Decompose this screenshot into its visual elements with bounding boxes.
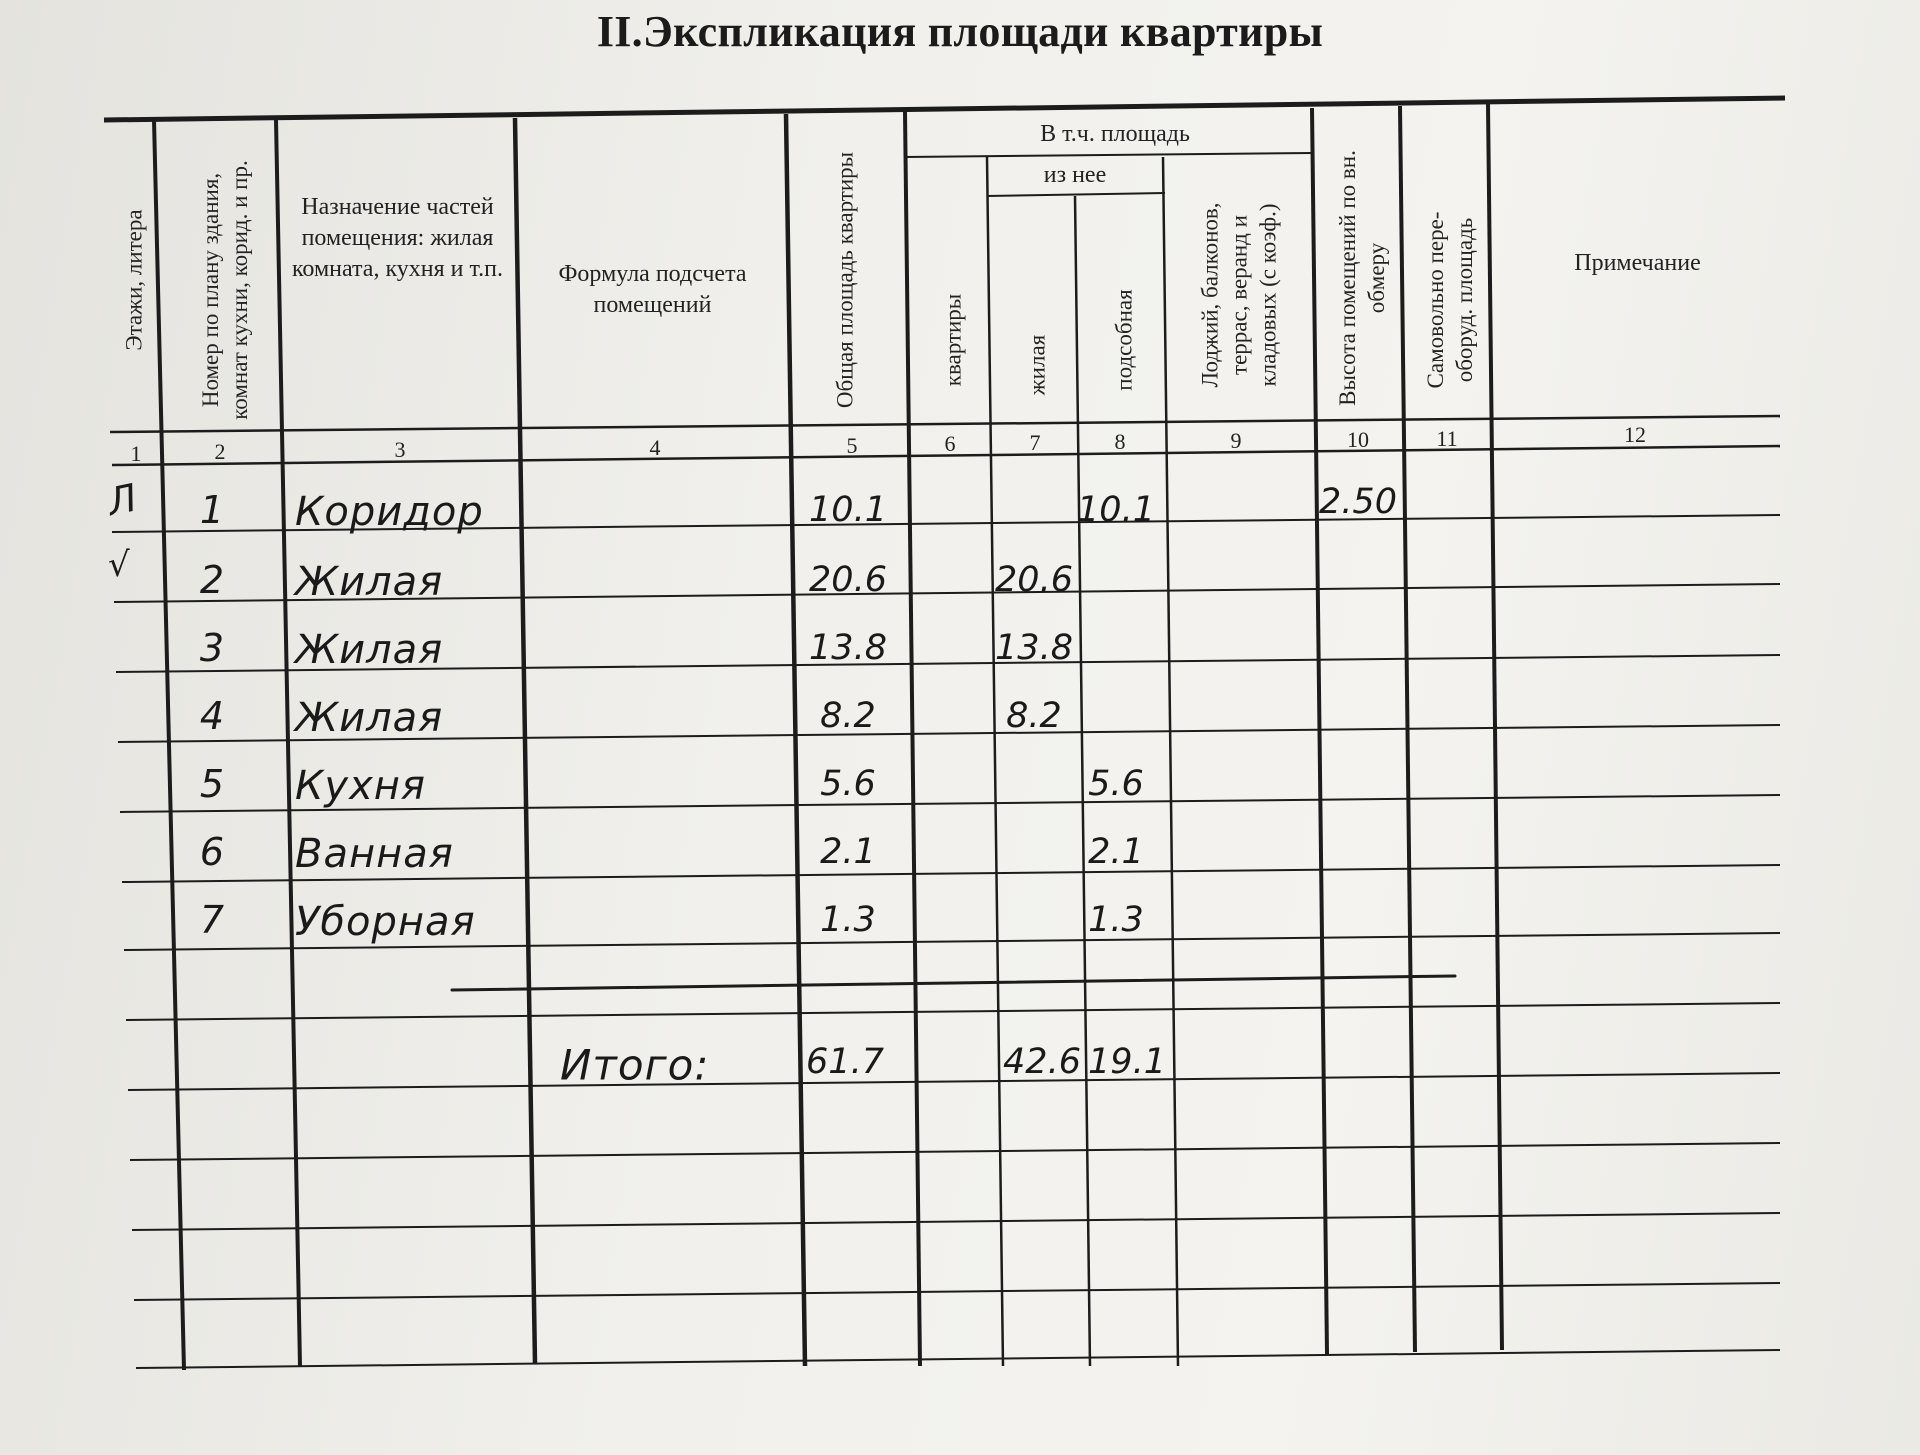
room-number: 4	[199, 694, 225, 738]
header-reequipped: Самовольно пере-оборуд. площадь	[1423, 211, 1477, 389]
check-mark: √	[108, 545, 130, 585]
room-total-area: 1.3	[820, 900, 876, 940]
room-number: 5	[199, 762, 225, 806]
room-number: 1	[199, 488, 225, 532]
header-subgroup: из нее	[1043, 162, 1107, 188]
column-number: 2	[214, 439, 226, 464]
room-number: 7	[199, 898, 225, 942]
totals-living-area: 42.6	[1003, 1042, 1081, 1082]
column-number: 10	[1347, 427, 1369, 452]
header-height: Высота помещений по вн. обмеру	[1335, 150, 1389, 406]
header-purpose: Назначение частей помещения: жилая комната, кухня и т.п.	[291, 194, 504, 282]
column-number: 8	[1114, 429, 1126, 454]
room-total-area: 20.6	[809, 560, 887, 600]
header-floors: Этажи, литера	[121, 209, 147, 351]
room-total-area: 2.1	[820, 832, 876, 872]
column-number: 6	[944, 431, 956, 456]
column-number: 3	[394, 437, 406, 462]
column-number: 5	[846, 433, 858, 458]
room-number: 6	[199, 830, 225, 874]
room-name: Жилая	[295, 695, 444, 741]
header-apartment: квартиры	[940, 293, 966, 387]
room-number: 3	[199, 626, 225, 670]
room-name: Кухня	[295, 763, 426, 809]
column-number: 12	[1624, 422, 1646, 447]
totals-aux-area: 19.1	[1088, 1042, 1166, 1082]
room-aux-area: 10.1	[1077, 490, 1155, 530]
room-name: Жилая	[295, 627, 444, 673]
column-number: 9	[1230, 428, 1242, 453]
header-living: жилая	[1024, 334, 1050, 396]
floor-mark: Л	[103, 475, 141, 525]
header-total-area: Общая площадь квартиры	[832, 151, 858, 409]
header-plan-number	[196, 140, 254, 440]
header-loggias: Лоджий, балконов, террас, веранд и кладовых (с коэф.)	[1197, 202, 1281, 388]
totals-total-area: 61.7	[806, 1042, 884, 1082]
header-formula: Формула подсчета помещений	[558, 261, 747, 318]
room-living-area: 20.6	[995, 560, 1073, 600]
room-name: Коридор	[295, 489, 484, 535]
room-name: Уборная	[295, 899, 476, 945]
column-number: 4	[649, 435, 661, 460]
column-number: 1	[130, 441, 142, 466]
header-auxiliary: подсобная	[1111, 289, 1137, 391]
header-plan-number-text: Номер по плану здания, комнат кухни, корид. и пр.	[198, 160, 252, 420]
room-total-area: 10.1	[809, 490, 887, 530]
room-total-area: 13.8	[809, 628, 887, 668]
room-living-area: 13.8	[995, 628, 1073, 668]
room-number: 2	[199, 558, 225, 602]
page-title: II.Экспликация площади квартиры	[596, 7, 1324, 56]
totals-label: Итого:	[560, 1040, 710, 1090]
header-group-area: В т.ч. площадь	[1040, 121, 1190, 147]
column-number: 11	[1436, 426, 1458, 451]
room-aux-area: 2.1	[1088, 832, 1144, 872]
room-name: Ванная	[295, 831, 454, 877]
room-total-area: 5.6	[820, 764, 876, 804]
room-living-area: 8.2	[1006, 696, 1062, 736]
room-aux-area: 1.3	[1088, 900, 1144, 940]
room-total-area: 8.2	[820, 696, 876, 736]
room-height: 2.50	[1319, 482, 1397, 522]
column-number: 7	[1029, 430, 1041, 455]
room-aux-area: 5.6	[1088, 764, 1144, 804]
room-name: Жилая	[295, 559, 444, 605]
header-note: Примечание	[1574, 250, 1701, 276]
